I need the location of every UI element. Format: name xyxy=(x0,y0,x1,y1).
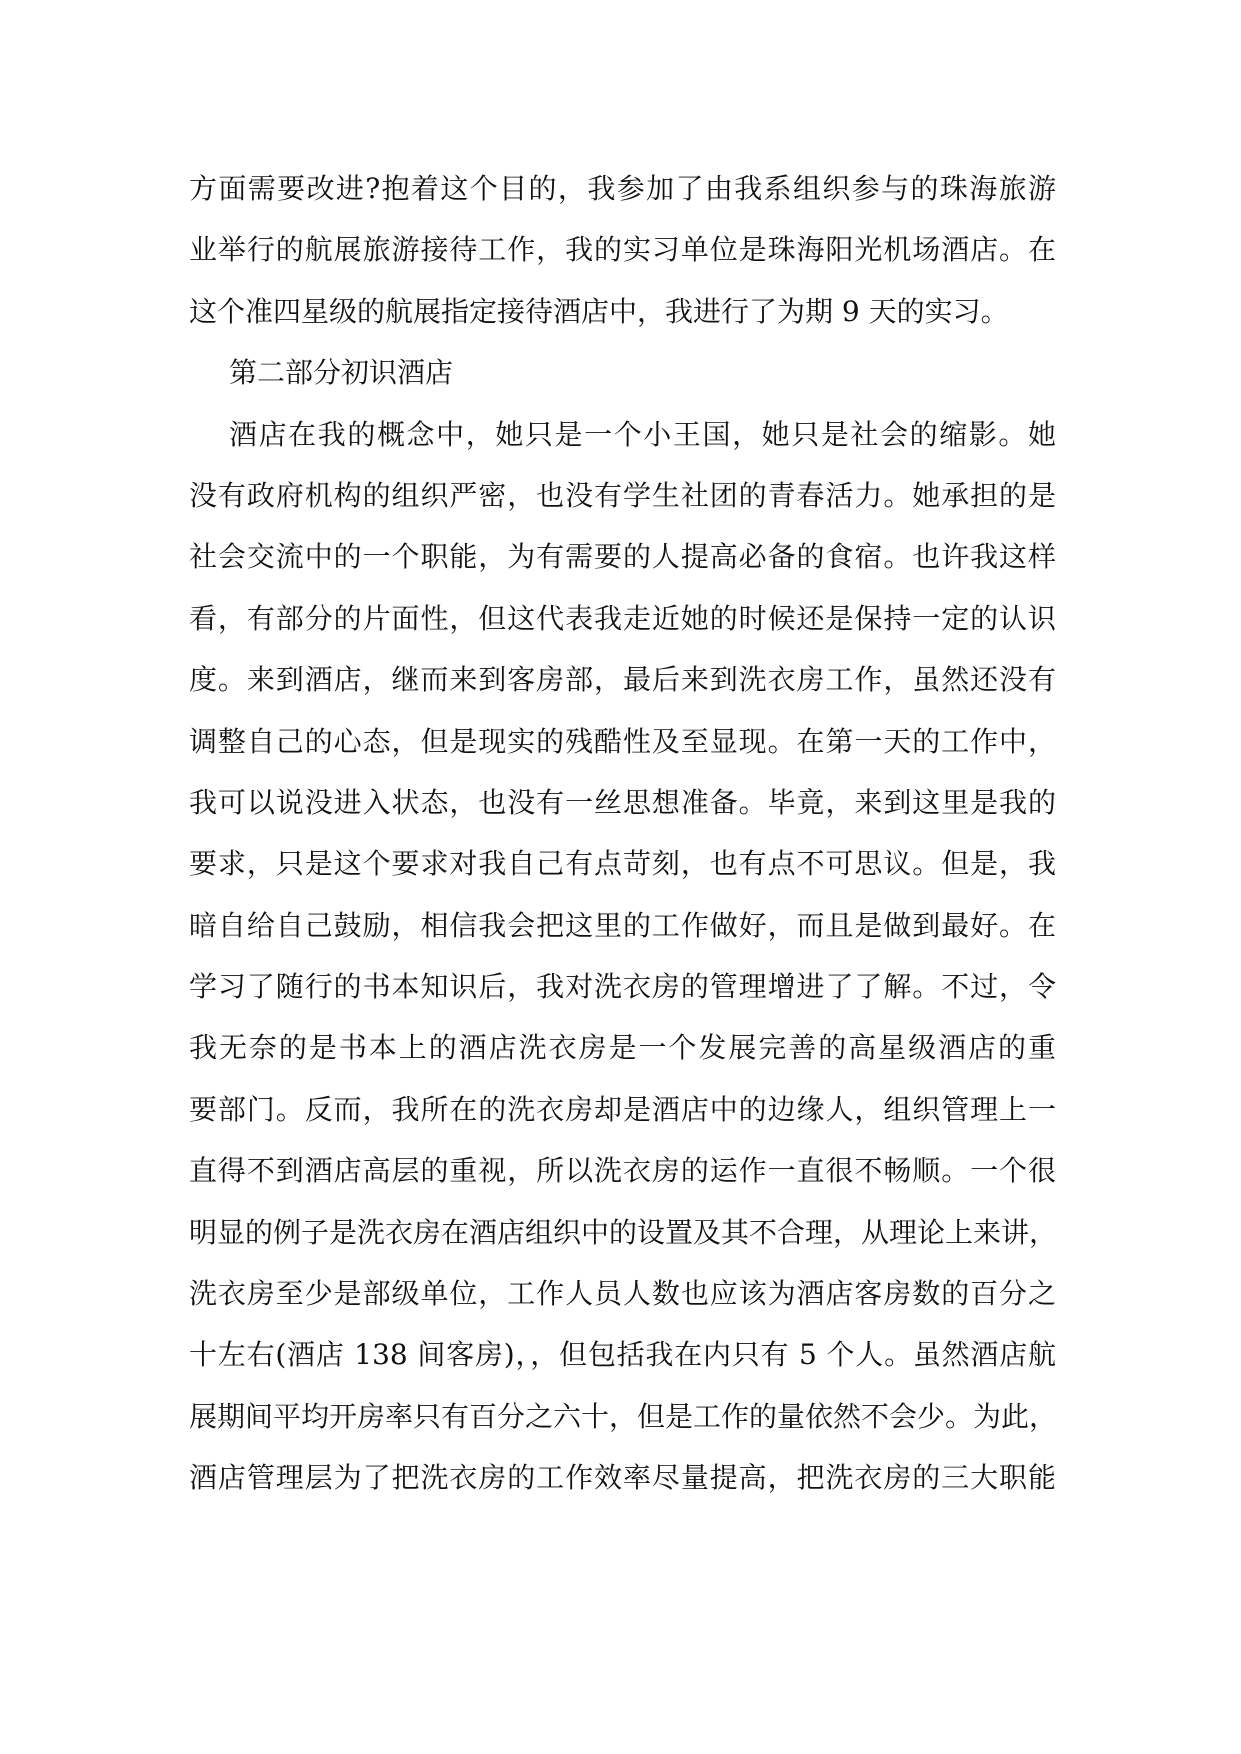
text-line: 方面需要改进?抱着这个目的，我参加了由我系组织参与的珠海旅游 xyxy=(189,172,1056,205)
text-line: 没有政府机构的组织严密，也没有学生社团的青春活力。她承担的是 xyxy=(189,478,1056,512)
text-line: 要部门。反而，我所在的洗衣房却是酒店中的边缘人，组织管理上一 xyxy=(189,1092,1056,1126)
text-line: 这个准四星级的航展指定接待酒店中，我进行了为期 9 天的实习。 xyxy=(189,294,1009,328)
text-line: 暗自给自己鼓励，相信我会把这里的工作做好，而且是做到最好。在 xyxy=(189,908,1056,942)
text-line: 我无奈的是书本上的酒店洗衣房是一个发展完善的高星级酒店的重 xyxy=(189,1031,1056,1065)
text-line: 直得不到酒店高层的重视，所以洗衣房的运作一直很不畅顺。一个很 xyxy=(189,1154,1056,1188)
text-line: 我可以说没进入状态，也没有一丝思想准备。毕竟，来到这里是我的 xyxy=(189,785,1056,819)
text-line: 看，有部分的片面性，但这代表我走近她的时候还是保持一定的认识 xyxy=(189,601,1056,635)
text-line: 度。来到酒店，继而来到客房部，最后来到洗衣房工作，虽然还没有 xyxy=(189,663,1056,697)
text-line: 明显的例子是洗衣房在酒店组织中的设置及其不合理，从理论上来讲， xyxy=(189,1215,1058,1249)
text-line: 要求，只是这个要求对我自己有点苛刻，也有点不可思议。但是，我 xyxy=(189,847,1056,881)
text-line: 业举行的航展旅游接待工作，我的实习单位是珠海阳光机场酒店。在 xyxy=(189,233,1056,267)
text-line: 调整自己的心态，但是现实的残酷性及至显现。在第一天的工作中， xyxy=(189,724,1056,758)
document-body xyxy=(189,158,1056,1509)
text-line: 酒店在我的概念中，她只是一个小王国，她只是社会的缩影。她 xyxy=(229,417,1056,451)
section-heading: 第二部分初识酒店 xyxy=(229,356,454,390)
text-line: 酒店管理层为了把洗衣房的工作效率尽量提高，把洗衣房的三大职能 xyxy=(189,1461,1056,1495)
text-line: 学习了随行的书本知识后，我对洗衣房的管理增进了了解。不过，令 xyxy=(189,970,1056,1004)
text-line: 展期间平均开房率只有百分之六十，但是工作的量依然不会少。为此， xyxy=(189,1399,1058,1433)
text-line: 社会交流中的一个职能，为有需要的人提高必备的食宿。也许我这样 xyxy=(189,540,1056,574)
text-line: 洗衣房至少是部级单位，工作人员人数也应该为酒店客房数的百分之 xyxy=(189,1277,1056,1311)
text-line: 十左右(酒店 138 间客房)，，但包括我在内只有 5 个人。虽然酒店航 xyxy=(189,1338,1056,1372)
